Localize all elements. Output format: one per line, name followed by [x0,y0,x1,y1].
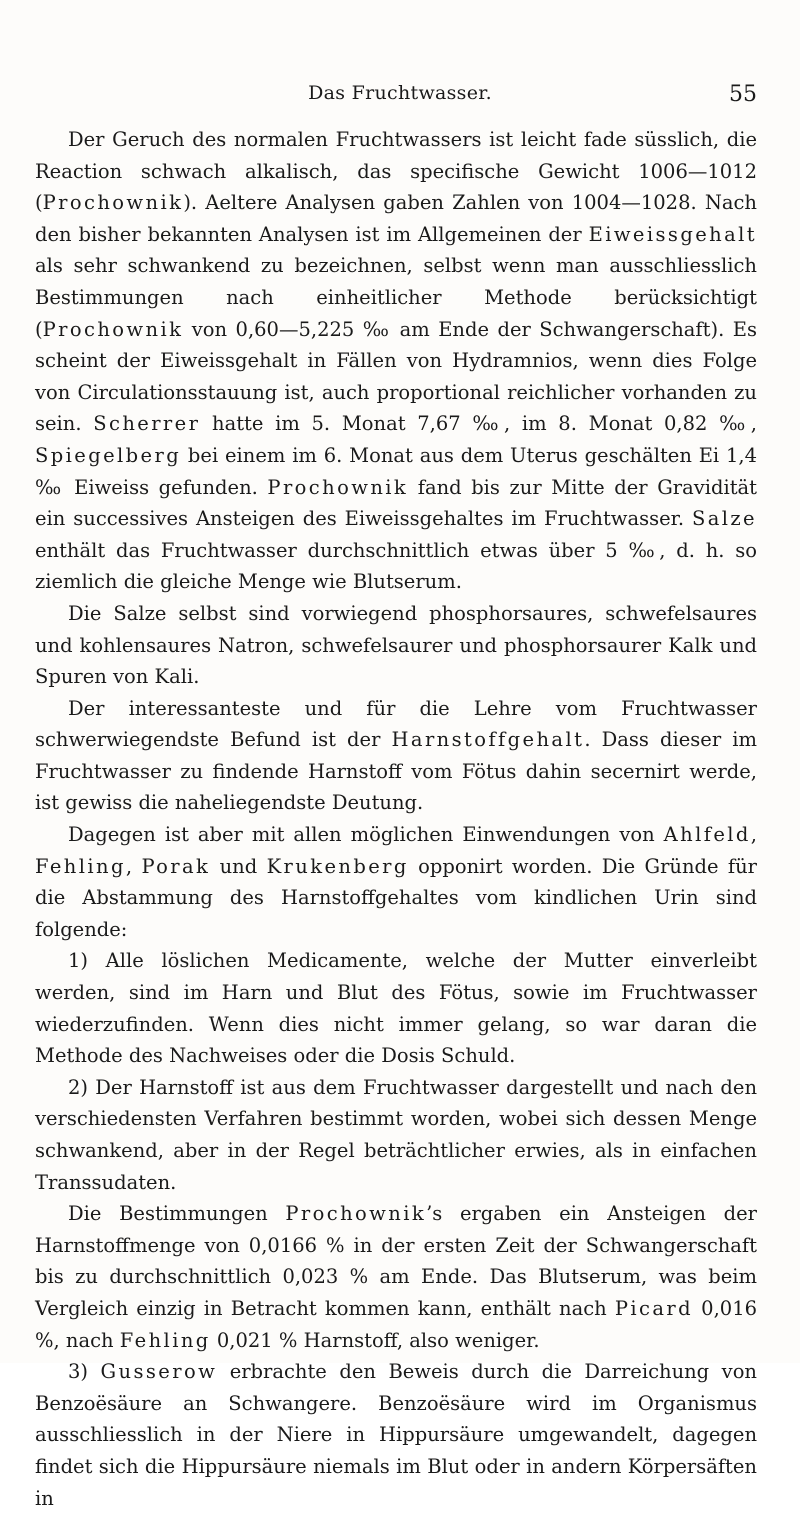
text-run: hatte im 5. Monat 7,67 ‰, im 8. Monat 0,82 ‰, [200,412,757,436]
paragraph [35,1356,757,1514]
text-run: Dagegen ist aber mit allen möglichen Einwendungen von [68,823,664,847]
spaced-name: Harnstoffgehalt [391,728,585,752]
text-run: Die Bestimmungen [68,1202,286,1226]
text-run: ’s ergaben ein Ansteigen der Harnstoffmenge von 0,0166 % in der ersten Zeit der Schwangerschaft bis zu durchschnittlich 0,023 % am Ende. Das Blutserum, was beim Vergleich einzig in Betracht kommen kann, enthält nach [35,1202,757,1320]
text-run: 0,021 % Harnstoff, also weniger. [210,1328,540,1352]
spaced-name: Krukenberg [266,854,409,878]
paragraph [35,1198,757,1356]
paragraph [35,124,757,598]
running-head [30,82,770,112]
text-run: opponirt worden. Die Gründe für die Abstammung des Harnstoffgehaltes vom kindlichen Urin sind folgende: [35,854,757,941]
text-run: 0,016 %, nach [35,1296,758,1352]
spaced-name: Scherrer [93,412,201,436]
text-run: 1) Alle löslichen Medicamente, welche der Mutter einverleibt werden, sind im Harn und Blut des Fötus, sowie im Fruchtwasser wiederzufinden. Wenn dies nicht immer gelang, so war daran die Methode des Nachweises oder die Dosis Schuld. [35,949,757,1068]
text-run: Der Geruch des normalen Fruchtwassers ist leicht fade süsslich, die Reaction schwach alkalisch, das specifische Gewicht 1006—1012 ( [35,128,757,215]
paragraph [35,693,757,819]
spaced-name: Porak [141,854,211,878]
text-run: , [125,854,142,878]
spaced-name: Picard [614,1296,693,1320]
text-run: ). Aeltere Analysen gaben Zahlen von 1004—1028. Nach den bisher bekannten Analysen ist im Allgemeinen der [35,191,757,246]
spaced-name: Fehling [35,854,126,878]
paragraph [35,819,757,945]
running-title: Das Fruchtwasser. [308,82,492,104]
text-run: fand bis zur Mitte der Gravidität ein successives Ansteigen des Eiweissgehaltes im Fruchtwasser. [35,475,757,531]
paragraph [35,945,757,1071]
text-run: von 0,60—5,225 ‰ am Ende der Schwangerschaft). Es scheint der Eiweissgehalt in Fällen von Hydramnios, wenn dies Folge von Circulationsstauung ist, auch proportional reichlicher vorhanden zu sein. [35,317,757,436]
text-run: enthält das Fruchtwasser durchschnittlich etwas über 5 ‰, d. h. so ziemlich die gleiche Menge wie Blutserum. [35,538,757,594]
text-run: , [750,823,757,847]
text-run: . Dass dieser im Fruchtwasser zu findende Harnstoff vom Fötus dahin secernirt werde, ist gewiss die naheliegendste Deutung. [35,728,757,815]
spaced-name: Gusserow [100,1360,218,1384]
spaced-name: Fehling [119,1328,211,1352]
text-run: und [210,854,267,878]
spaced-name: Spiegelberg [35,443,182,467]
text-run: 2) Der Harnstoff ist aus dem Fruchtwasser dargestellt und nach den verschiedensten Verfahren bestimmt worden, wobei sich dessen Menge schwankend, aber in der Regel beträchtlicher erwies, als in einfachen Transsudaten. [35,1075,757,1194]
spaced-name: Prochownik [267,475,409,499]
spaced-name: Prochownik [285,1202,427,1226]
text-run: als sehr schwankend zu bezeichnen, selbst wenn man ausschliesslich Bestimmungen nach einheitlicher Methode berücksichtigt ( [35,254,757,341]
spaced-name: Prochownik [42,191,184,215]
text-run: erbrachte den Beweis durch die Darreichung von Benzoësäure an Schwangere. Benzoësäure wird im Organismus ausschliesslich in der Niere in Hippursäure umgewandelt, dagegen findet sich die Hippursäure niemals im Blut oder in andern Körpersäften in [35,1360,757,1510]
body-text [35,124,757,1514]
paragraph [35,598,757,693]
page-number: 55 [729,82,757,107]
spaced-name: Salze [691,507,757,531]
spaced-name: Eiweissgehalt [588,222,757,246]
paragraph [35,1072,757,1198]
spaced-name: Ahlfeld [663,823,751,847]
text-run: Der interessanteste und für die Lehre vom Fruchtwasser schwerwiegendste Befund ist der [35,696,757,752]
text-run: Die Salze selbst sind vorwiegend phosphorsaures, schwefelsaures und kohlensaures Natron, schwefelsaurer und phosphorsaurer Kalk und Spuren von Kali. [35,601,757,689]
text-run: bei einem im 6. Monat aus dem Uterus geschälten Ei 1,4 ‰ Eiweiss gefunden. [35,443,757,499]
text-run: 3) [68,1360,101,1384]
spaced-name: Prochownik [42,317,184,341]
